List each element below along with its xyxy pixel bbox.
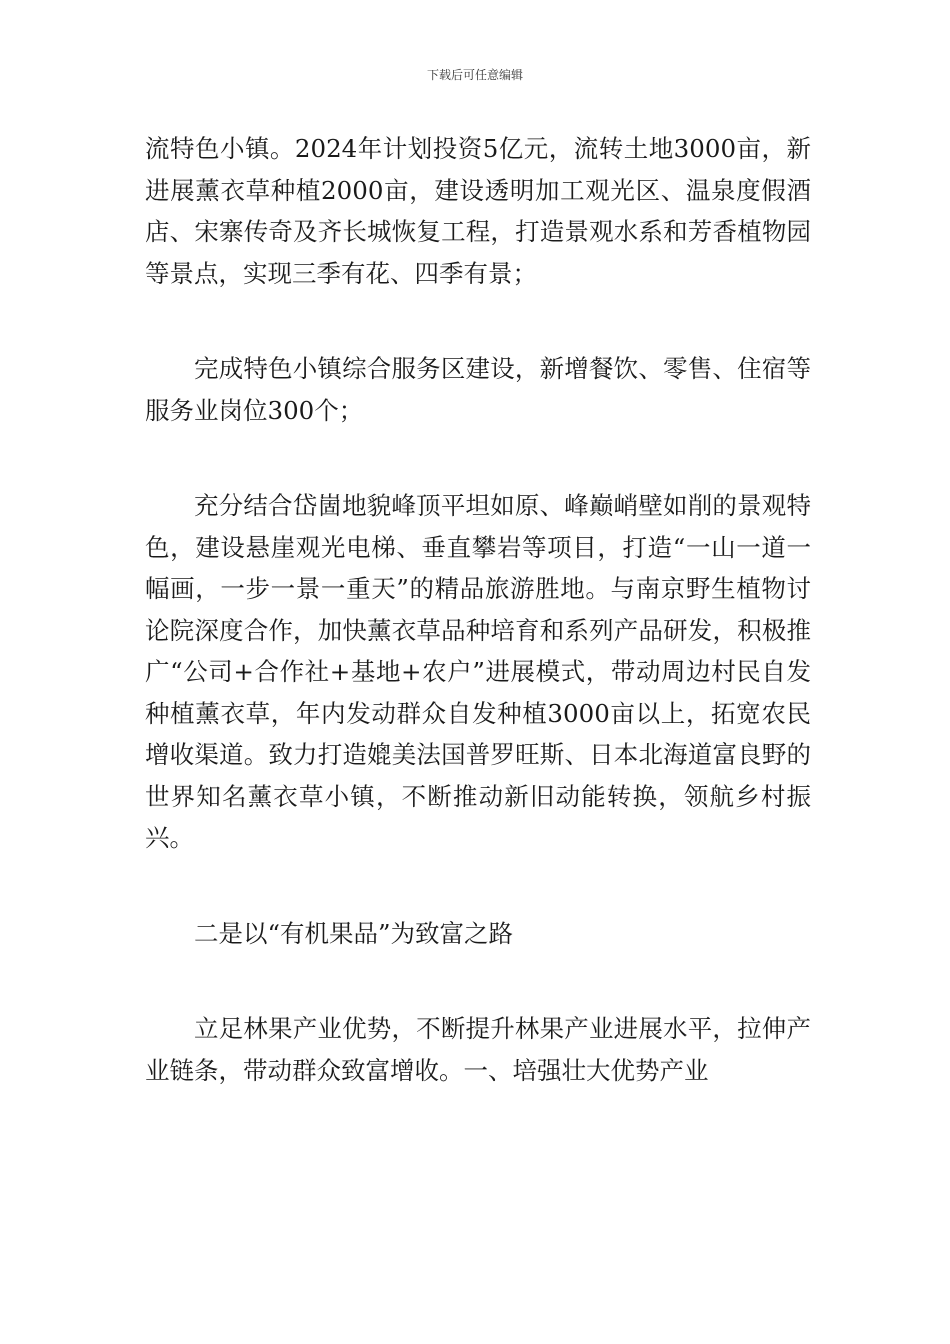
paragraph-gap [145, 954, 811, 1008]
page-header: 下载后可任意编辑 [426, 68, 523, 82]
paragraph-3: 充分结合岱崮地貌峰顶平坦如原、峰巅峭壁如削的景观特色，建设悬崖观光电梯、垂直攀岩等项目，打造“一山一道一幅画，一步一景一重天”的精品旅游胜地。与南京野生植物讨论院深度合作，加快薰衣草品种培育和系列产品研发，积极推广“公司+合作社+基地+农户”进展模式，带动周边村民自发种植薰衣草，年内发动群众自发种植3000亩以上，拓宽农民增收渠道。致力打造媲美法国普罗旺斯、日本北海道富良野的世界知名薰衣草小镇，不断推动新旧动能转换，领航乡村振兴。 [145, 491, 811, 852]
paragraph-1: 流特色小镇。2024年计划投资5亿元，流转土地3000亩，新进展薰衣草种植2000亩，建设透明加工观光区、温泉度假酒店、宋寨传奇及齐长城恢复工程，打造景观水系和芳香植物园等景点，实现三季有花、四季有景； [145, 134, 811, 288]
paragraph-4: 立足林果产业优势，不断提升林果产业进展水平，拉伸产业链条，带动群众致富增收。一、培强壮大优势产业 [145, 1014, 811, 1085]
document-body [145, 128, 811, 1091]
paragraph-gap [145, 431, 811, 485]
section-heading: 二是以“有机果品”为致富之路 [194, 918, 514, 948]
paragraph-2: 完成特色小镇综合服务区建设，新增餐饮、零售、住宿等服务业岗位300个； [145, 354, 811, 425]
paragraph-gap [145, 859, 811, 913]
paragraph-gap [145, 294, 811, 348]
